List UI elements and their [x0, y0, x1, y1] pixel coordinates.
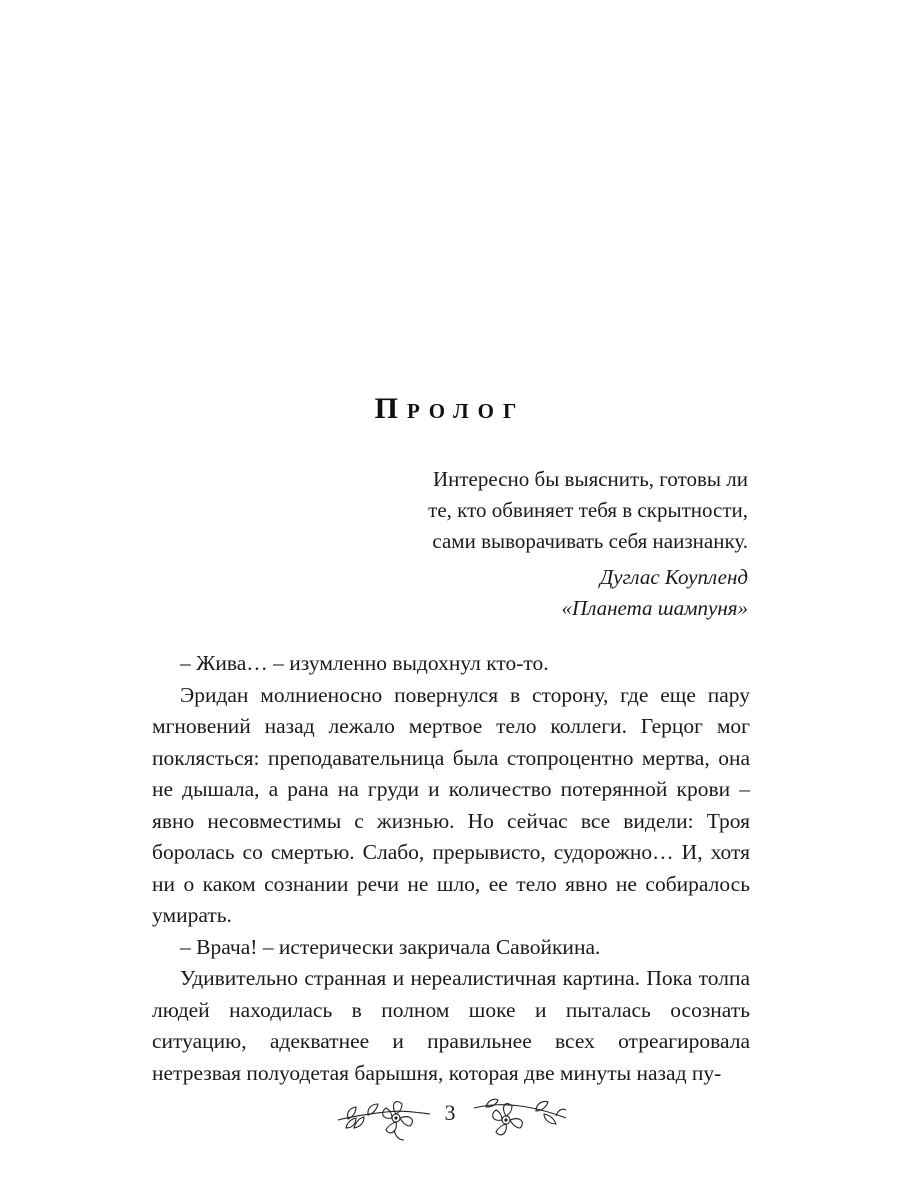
epigraph-source: «Планета шампуня»	[561, 596, 748, 620]
body-text	[152, 648, 750, 1089]
epigraph-attribution	[328, 562, 748, 624]
floral-branch-icon	[470, 1090, 570, 1146]
epigraph	[328, 464, 748, 557]
epigraph-line: Интересно бы выяснить, готовы ли	[432, 467, 748, 491]
paragraph: – Врача! – истерически закричала Савойкина.	[180, 934, 601, 959]
paragraph: Эридан молниеносно повернулся в сторону, где еще пару мгновений назад лежало мертвое тело коллеги. Герцог мог поклясться: преподавательница была стопроцентно мертва, она не дышала, а рана на груди и количество потерянной крови – явно несовместимы с жизнью. Но сейчас все видели: Троя боролась со смертью. Слабо, прерывисто, судорожно… И, хотя ни о каком сознании речи не шло, ее тело явно не собиралось умирать.	[152, 682, 750, 927]
epigraph-line: сами выворачивать себя наизнанку.	[432, 529, 748, 553]
epigraph-line: те, кто обвиняет тебя в скрытности,	[428, 498, 748, 522]
chapter-title: Пролог	[374, 392, 526, 425]
paragraph: – Жива… – изумленно выдохнул кто-то.	[180, 651, 549, 675]
page-number: 3	[444, 1100, 456, 1125]
page-footer	[0, 1090, 900, 1150]
paragraph: Удивительно странная и нереалистичная картина. Пока толпа людей находилась в полном шоке и пыталась осознать ситуацию, адекватнее и правильнее всех отреагировала нетрезвая полуодетая барышня, которая две минуты назад пу-	[152, 966, 750, 1085]
floral-branch-icon	[334, 1090, 434, 1146]
epigraph-author: Дуглас Коупленд	[599, 565, 748, 589]
